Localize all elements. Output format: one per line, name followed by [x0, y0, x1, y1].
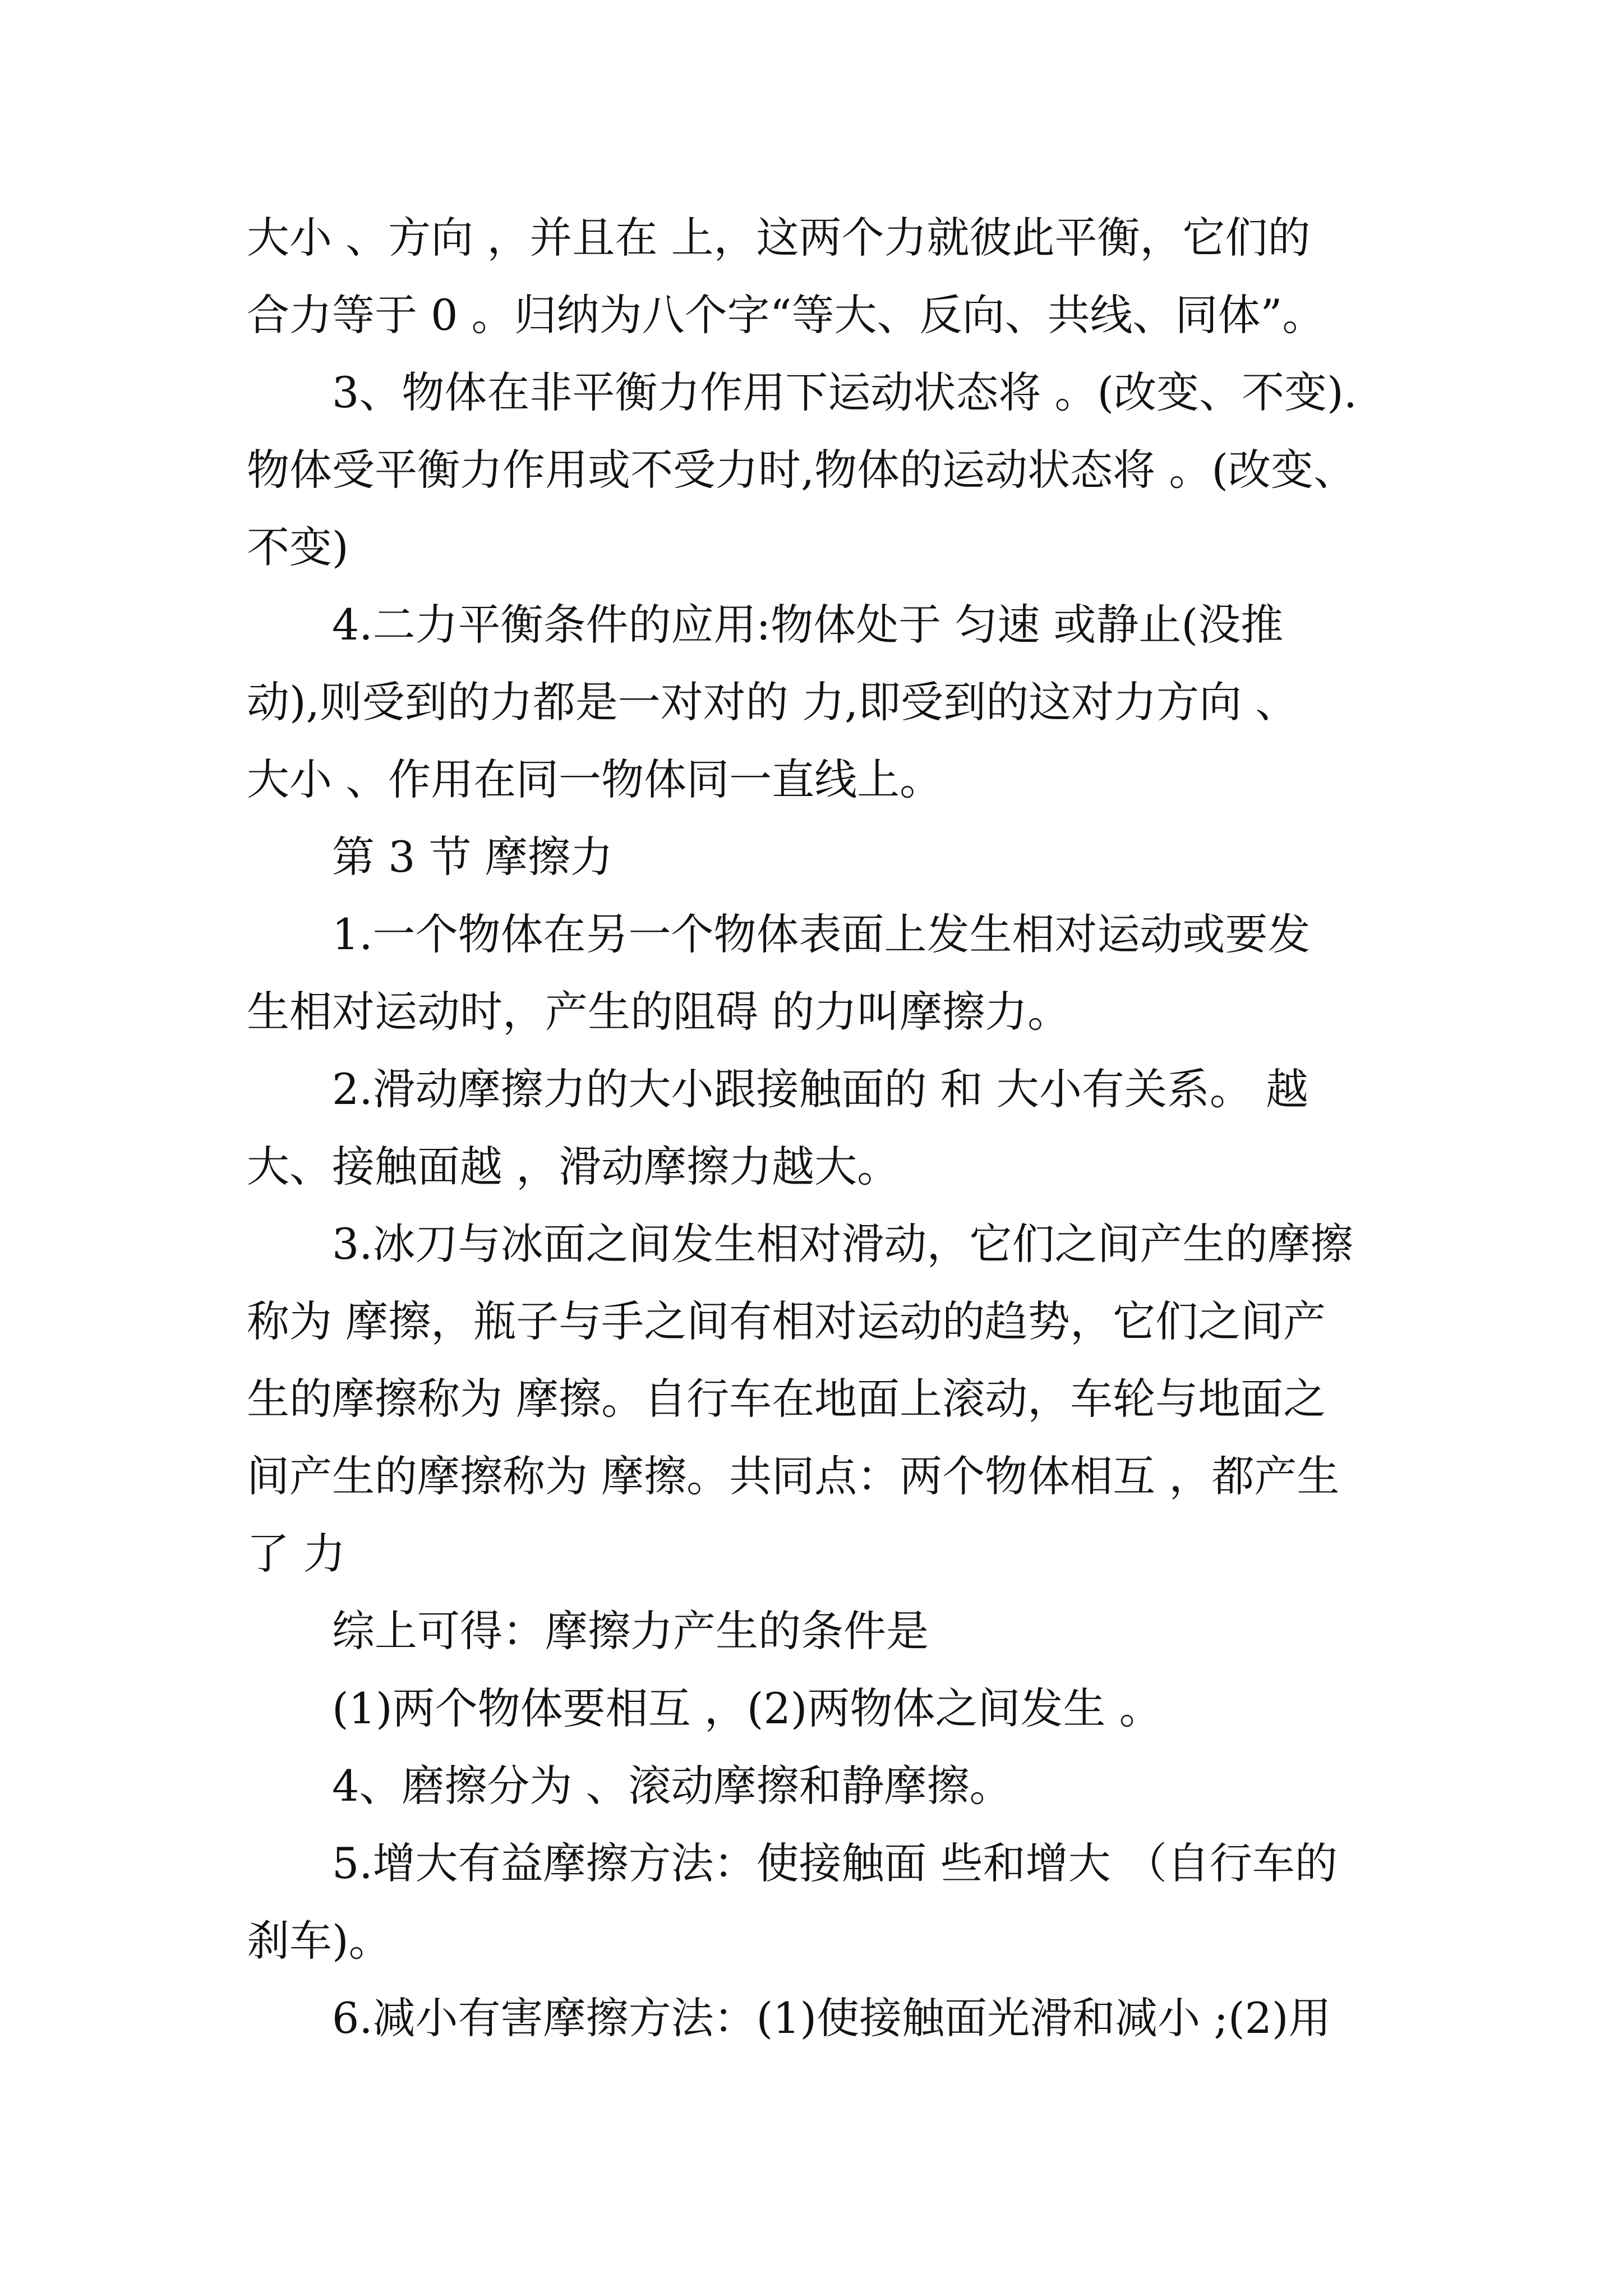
text-line-19: 综上可得：摩擦力产生的条件是	[332, 1606, 929, 1656]
text-line-16: 生的摩擦称为 摩擦。自行车在地面上滚动，车轮与地面之	[247, 1374, 1326, 1424]
text-line-2: 合力等于 0 。归纳为八个字“等大、反向、共线、同体”。	[247, 290, 1325, 340]
text-line-17: 间产生的摩擦称为 摩擦。共同点：两个物体相互 ，都产生	[247, 1451, 1340, 1501]
text-line-12: 2.滑动摩擦力的大小跟接触面的 和 大小有关系。 越	[332, 1064, 1308, 1114]
text-line-7: 动),则受到的力都是一对对的 力,即受到的这对力方向 、	[247, 677, 1298, 727]
text-line-5: 不变)	[247, 522, 349, 572]
document-body	[247, 199, 1388, 2057]
text-line-20: (1)两个物体要相互 ，(2)两物体之间发生 。	[332, 1683, 1162, 1733]
text-line-11: 生相对运动时，产生的阻碍 的力叫摩擦力。	[247, 987, 1071, 1037]
text-line-23: 刹车)。	[247, 1916, 391, 1966]
text-line-3: 3、物体在非平衡力作用下运动状态将 。(改变、不变).	[332, 367, 1357, 417]
section-heading: 第 3 节 摩擦力	[332, 832, 613, 882]
text-line-4: 物体受平衡力作用或不受力时,物体的运动状态将 。(改变、	[247, 445, 1356, 495]
text-line-14: 3.冰刀与冰面之间发生相对滑动，它们之间产生的摩擦	[332, 1219, 1353, 1269]
text-line-22: 5.增大有益摩擦方法：使接触面 些和增大 （自行车的	[332, 1838, 1338, 1888]
text-line-13: 大、接触面越 ，滑动摩擦力越大。	[247, 1142, 900, 1191]
text-line-18: 了 力	[247, 1529, 346, 1579]
text-line-1: 大小 、方向 ，并且在 上，这两个力就彼此平衡，它们的	[247, 213, 1311, 263]
text-line-6: 4.二力平衡条件的应用:物体处于 匀速 或静止(没推	[332, 600, 1284, 650]
text-line-10: 1.一个物体在另一个物体表面上发生相对运动或要发	[332, 909, 1311, 959]
text-line-15: 称为 摩擦，瓶子与手之间有相对运动的趋势，它们之间产	[247, 1296, 1326, 1346]
text-line-8: 大小 、作用在同一物体同一直线上。	[247, 754, 943, 804]
text-line-24: 6.减小有害摩擦方法：(1)使接触面光滑和减小 ;(2)用	[332, 1993, 1331, 2043]
text-line-21: 4、磨擦分为 、滚动摩擦和静摩擦。	[332, 1761, 1012, 1811]
